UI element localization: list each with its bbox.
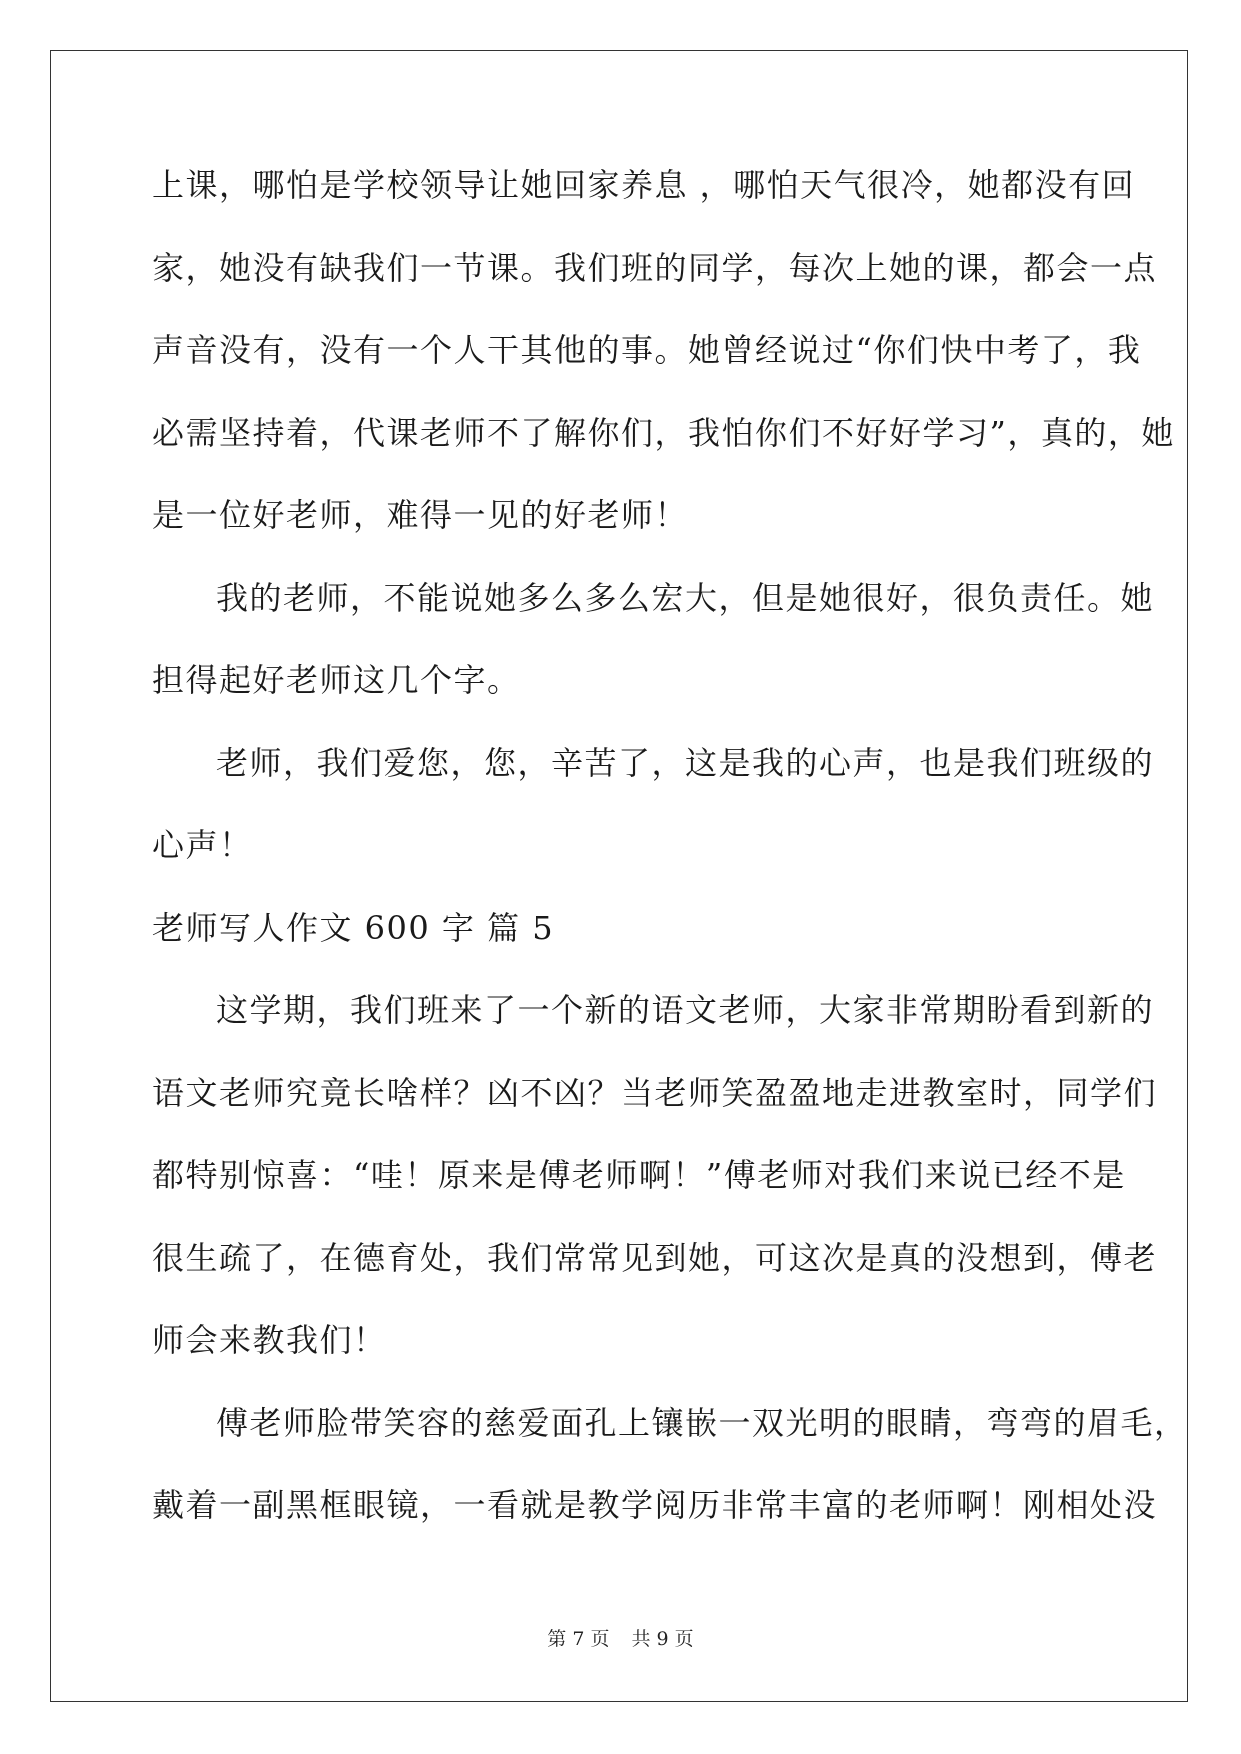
text-line: 都特别惊喜：“哇！原来是傅老师啊！”傅老师对我们来说已经不是 bbox=[152, 1156, 1126, 1194]
text-line: 声音没有，没有一个人干其他的事。她曾经说过“你们快中考了，我 bbox=[152, 331, 1142, 369]
text-line: 心声！ bbox=[152, 826, 253, 864]
page-total: 共 9 页 bbox=[631, 1628, 694, 1650]
text-line: 戴着一副黑框眼镜，一看就是教学阅历非常丰富的老师啊！刚相处没 bbox=[152, 1486, 1158, 1524]
text-line: 必需坚持着，代课老师不了解你们，我怕你们不好好学习”，真的，她 bbox=[152, 413, 1175, 452]
paragraph-start-line: 老师，我们爱您，您，辛苦了，这是我的心声，也是我们班级的 bbox=[216, 743, 1155, 782]
text-line: 语文老师究竟长啥样？凶不凶？当老师笑盈盈地走进教室时，同学们 bbox=[152, 1073, 1158, 1112]
paragraph-start-line: 这学期，我们班来了一个新的语文老师，大家非常期盼看到新的 bbox=[216, 991, 1155, 1029]
paragraph-start-line: 我的老师，不能说她多么多么宏大，但是她很好，很负责任。她 bbox=[216, 578, 1155, 617]
text-line: 很生疏了，在德育处，我们常常见到她，可这次是真的没想到，傅老 bbox=[152, 1238, 1158, 1277]
paragraph-start-line: 傅老师脸带笑容的慈爱面孔上镶嵌一双光明的眼睛，弯弯的眉毛， bbox=[216, 1403, 1188, 1442]
section-heading: 老师写人作文 600 字 篇 5 bbox=[152, 908, 555, 947]
document-body bbox=[152, 160, 1188, 1563]
text-line: 师会来教我们！ bbox=[152, 1321, 387, 1359]
text-line: 家，她没有缺我们一节课。我们班的同学，每次上她的课，都会一点 bbox=[152, 248, 1158, 287]
text-line: 上课，哪怕是学校领导让她回家养息 ，哪怕天气很冷，她都没有回 bbox=[152, 166, 1136, 204]
text-line: 是一位好老师，难得一见的好老师！ bbox=[152, 496, 689, 534]
page-footer bbox=[0, 1624, 1241, 1651]
text-line: 担得起好老师这几个字。 bbox=[152, 661, 521, 699]
page-number: 第 7 页 bbox=[547, 1628, 610, 1650]
